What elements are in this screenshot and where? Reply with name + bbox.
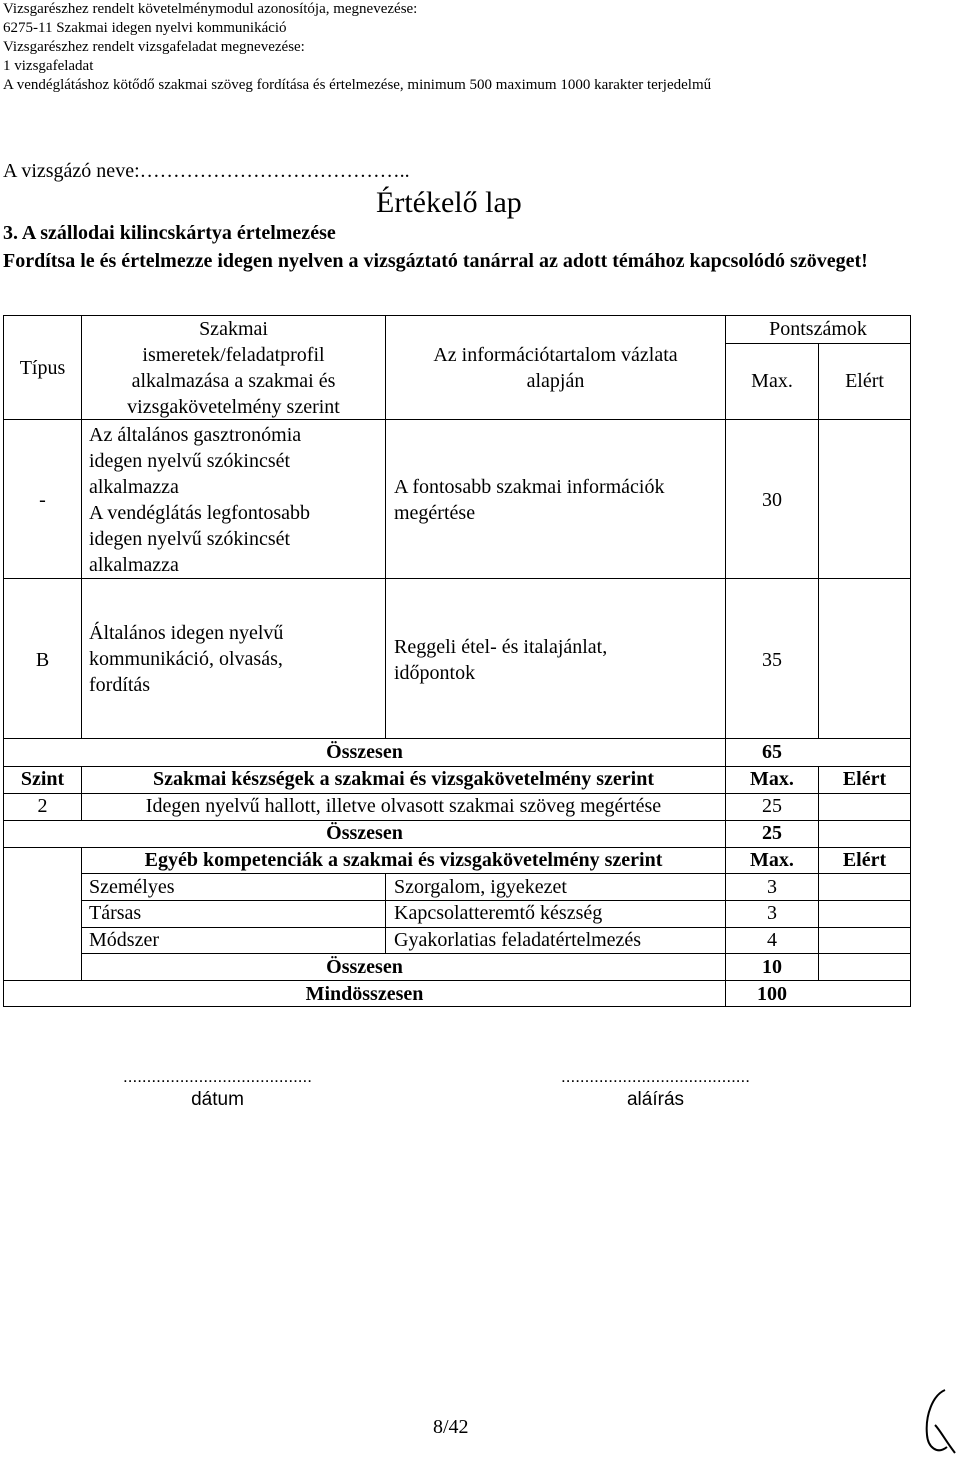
row1-profile-line: idegen nyelvű szókincsét [89, 528, 291, 550]
row1-info [394, 474, 719, 526]
competence-category: Társas [89, 902, 142, 924]
header-line-3: Vizsgarészhez rendelt vizsgafeladat megnevezése: [3, 39, 305, 55]
candidate-name-line: A vizsgázó neve:………………………………….. [3, 160, 410, 182]
skill-description: Idegen nyelvű hallott, illetve olvasott szakmai szöveg megértése [145, 795, 662, 817]
signature-label: aláírás [626, 1089, 685, 1110]
skill-level: 2 [37, 795, 48, 817]
row2-max: 35 [762, 649, 782, 671]
instruction-text: Fordítsa le és értelmezze idegen nyelven a vizsgáztató tanárral az adott témához kapcsolódó szöveget! [3, 250, 868, 272]
header-profile [82, 316, 385, 420]
row1-info-line: A fontosabb szakmai információk [394, 476, 665, 498]
header-other-max: Max. [750, 849, 794, 871]
header-type: Típus [19, 357, 66, 379]
header-info-line-1: Az információtartalom vázlata [433, 344, 678, 366]
row1-profile [89, 422, 379, 578]
header-line-5: A vendéglátáshoz kötődő szakmai szöveg fordítása és értelmezése, minimum 500 maximum 1000 karakter terjedelmű [3, 77, 712, 93]
row2-profile-line: fordítás [89, 674, 151, 696]
total-label: Mindösszesen [305, 983, 424, 1005]
header-profile-line-1: Szakmai [199, 318, 268, 340]
row1-profile-line: Az általános gasztronómia [89, 424, 302, 446]
row1-profile-line: idegen nyelvű szókincsét [89, 450, 291, 472]
header-max: Max. [751, 370, 793, 392]
header-skills-max: Max. [750, 768, 794, 790]
signature-dots: ........................................ [561, 1067, 750, 1086]
competence-max: 4 [767, 929, 777, 951]
task-instruction [3, 248, 918, 274]
header-line-4: 1 vizsgafeladat [3, 58, 94, 74]
header-skills-achieved: Elért [842, 768, 887, 790]
date-dots: ........................................ [123, 1067, 312, 1086]
row1-profile-line: alkalmazza [89, 554, 179, 576]
header-level: Szint [20, 768, 65, 790]
page-number: 8/42 [433, 1416, 469, 1438]
header-skills: Szakmai készségek a szakmai és vizsgakövetelmény szerint [152, 768, 655, 790]
competence-category: Személyes [89, 876, 175, 898]
row2-info-line: időpontok [394, 662, 476, 684]
skill-max: 25 [762, 795, 782, 817]
row2-type: B [35, 649, 50, 671]
row2-profile-line: Általános idegen nyelvű [89, 622, 284, 644]
header-other-achieved: Elért [842, 849, 887, 871]
header-achieved: Elért [845, 370, 884, 392]
sum3-value: 10 [762, 956, 782, 978]
row2-info [394, 634, 719, 686]
header-line-2: 6275-11 Szakmai idegen nyelvi kommunikáció [3, 20, 287, 36]
competence-max: 3 [767, 902, 777, 924]
header-points: Pontszámok [769, 318, 867, 340]
task-title: 3. A szállodai kilincskártya értelmezése [3, 222, 336, 244]
competence-category: Módszer [89, 929, 159, 951]
row1-type: - [39, 489, 46, 511]
handwritten-signature [915, 1385, 960, 1460]
row1-profile-line: alkalmazza [89, 476, 179, 498]
row1-max: 30 [762, 489, 782, 511]
row2-info-line: Reggeli étel- és italajánlat, [394, 636, 608, 658]
row2-profile [89, 620, 379, 698]
header-info [386, 342, 725, 394]
sum2-value: 25 [762, 822, 782, 844]
header-line-1: Vizsgarészhez rendelt követelménymodul azonosítója, megnevezése: [3, 1, 418, 17]
date-label: dátum [191, 1089, 244, 1110]
competence-name: Szorgalom, igyekezet [394, 876, 567, 898]
sum3-label: Összesen [326, 956, 403, 978]
competence-max: 3 [767, 876, 777, 898]
row1-profile-line: A vendéglátás legfontosabb [89, 502, 311, 524]
header-other-competences: Egyéb kompetenciák a szakmai és vizsgakövetelmény szerint [144, 849, 663, 871]
sum1-value: 65 [762, 741, 782, 763]
competence-name: Kapcsolatteremtő készség [394, 902, 603, 924]
header-profile-line-3: alkalmazása a szakmai és [131, 370, 336, 392]
row1-info-line: megértése [394, 502, 476, 524]
sum2-label: Összesen [326, 822, 403, 844]
sum1-label: Összesen [326, 741, 403, 763]
header-profile-line-2: ismeretek/feladatprofil [142, 344, 325, 366]
page-title: Értékelő lap [376, 186, 522, 219]
document-header [3, 0, 711, 95]
total-value: 100 [757, 983, 787, 1005]
header-info-line-2: alapján [526, 370, 585, 392]
competence-name: Gyakorlatias feladatértelmezés [394, 929, 642, 951]
row2-profile-line: kommunikáció, olvasás, [89, 648, 283, 670]
header-profile-line-4: vizsgakövetelmény szerint [127, 396, 340, 418]
